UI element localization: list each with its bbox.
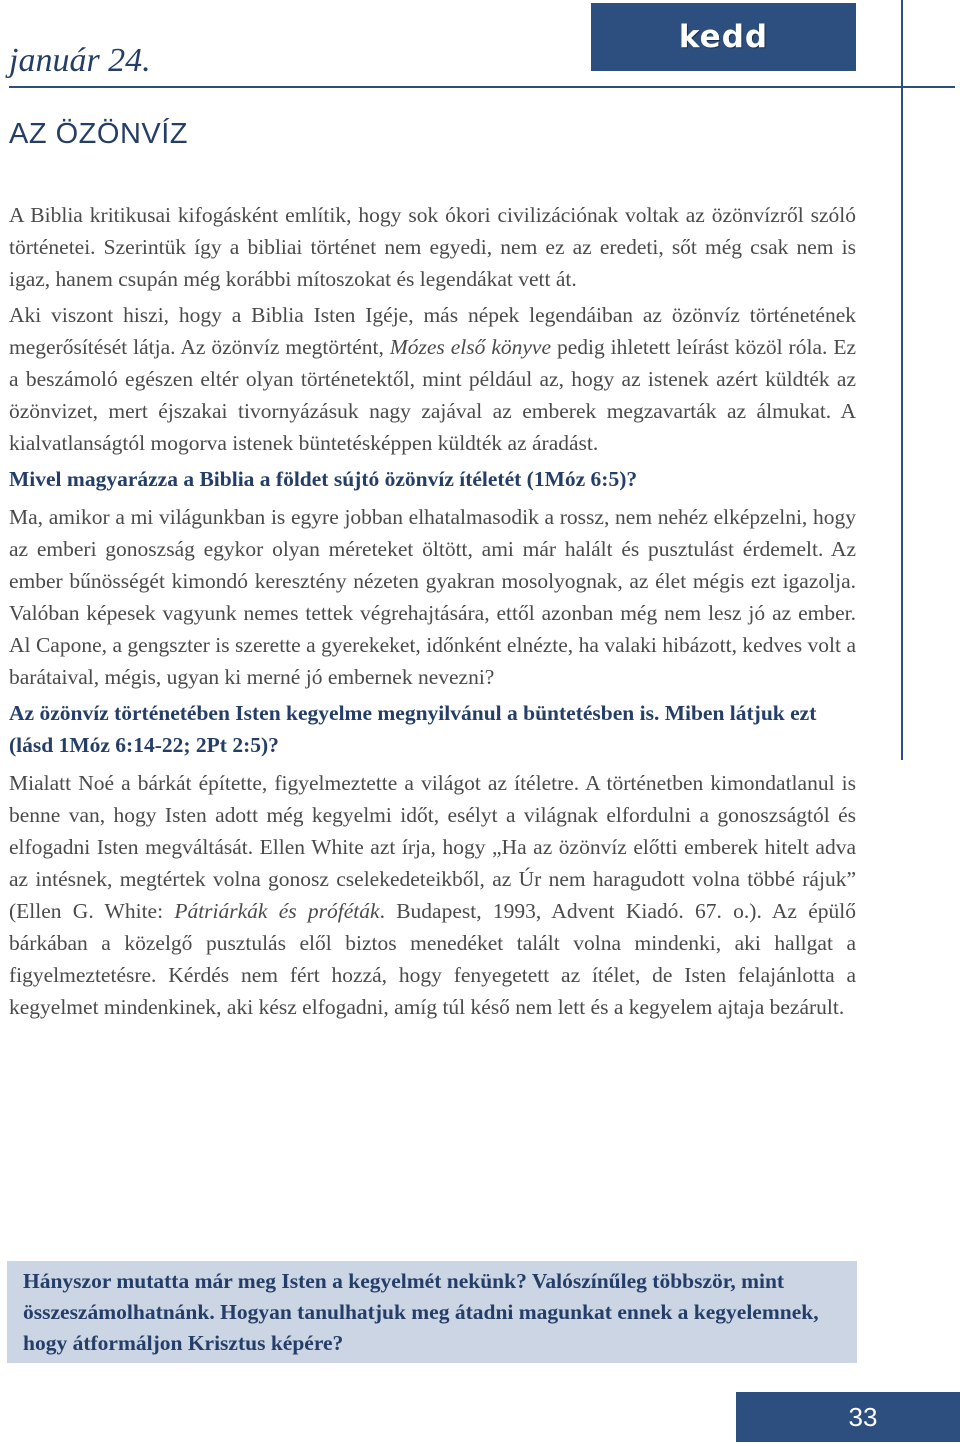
book-title-genesis: Mózes első könyve (389, 335, 551, 359)
study-question-1: Mivel magyarázza a Biblia a földet sújtó özönvíz ítéletét (1Móz 6:5)? (9, 467, 638, 491)
margin-rule (901, 0, 903, 760)
header-divider (9, 86, 955, 88)
paragraph-belief (9, 299, 856, 459)
paragraph-grace (9, 767, 856, 1023)
page-number: 33 (848, 1401, 878, 1432)
paragraph-belief-part1: Aki viszont hiszi, hogy a Biblia Isten Igéje, más népek legendáiban az özönvíz történetének megerősítését látja. Az özönvíz megtörtént, (9, 303, 856, 359)
paragraph-belief-part2: pedig ihletett leírást közöl róla. Ez a beszámoló egészen eltér olyan történetektől, mint például az, hogy az istenek azért küldték az özönvizet, mert éjszakai tivornyázásuk nagy zajával az emberek megzavarták az álmukat. A kialvatlanságtól mogorva istenek büntetésképpen küldték az áradást. (9, 335, 856, 455)
book-title-patriarchs: Pátriárkák és próféták (174, 899, 380, 923)
paragraph-grace-part2: . Budapest, 1993, Advent Kiadó. 67. o.). Az épülő bárkában a közelgő pusztulás elől biztos menedéket talált volna mindenki, aki hallgat a figyelmeztetésre. Kérdés nem fért hozzá, hogy fenyegetett az ítélet, de Isten felajánlotta a kegyelmet mindenkinek, aki kész elfogadni, amíg túl késő nem lett és a kegyelem ajtaja bezárult. (9, 899, 856, 1019)
day-badge (591, 3, 856, 71)
page-number-badge (736, 1392, 960, 1442)
article-body (9, 199, 856, 1027)
paragraph-sin: Ma, amikor a mi világunkban is egyre jobban elhatalmasodik a rossz, nem nehéz elképzelni, hogy az emberi gonoszság egykor olyan méreteket öltött, ami már halált és pusztulást érdemelt. Az ember bűnösségét kimondó keresztény nézeten gyakran mosolyognak, az élet mégis ezt igazolja. Valóban képesek vagyunk nemes tettek végrehajtására, ettől azonban még nem lesz jó az ember. Al Capone, a gengszter is szerette a gyerekeket, időnként elnézte, ha valaki hibázott, kedves volt a barátaival, mégis, ugyan ki merné jó embernek nevezni? (9, 505, 856, 689)
paragraph-grace-part1: Mialatt Noé a bárkát építette, figyelmeztette a világot az ítéletre. A történetben kimondatlanul is benne van, hogy Isten adott még kegyelmi időt, esélyt a világnak elfordulni a gonoszságtól és elfogadni Isten megváltását. Ellen White azt írja, hogy „Ha az özönvíz előtti emberek hitelt adva az intésnek, megtértek volna gonosz cselekedeteikből, az Úr nem haragudott volna többé rájuk” (Ellen G. White: (9, 771, 856, 923)
day-label: kedd (678, 19, 769, 55)
study-question-2: Az özönvíz történetében Isten kegyelme megnyilvánul a büntetésben is. Miben látjuk ezt (lásd 1Móz 6:14-22; 2Pt 2:5)? (9, 701, 817, 757)
page-title: AZ ÖZÖNVÍZ (9, 118, 188, 150)
date-heading: január 24. (9, 42, 151, 79)
paragraph-intro: A Biblia kritikusai kifogásként említik, hogy sok ókori civilizációnak voltak az özönvízről szóló történetei. Szerintük így a bibliai történet nem egyedi, nem ez az eredeti, sőt még csak nem is igaz, hanem csupán még korábbi mítoszokat és legendákat vett át. (9, 203, 856, 291)
reflection-callout: Hányszor mutatta már meg Isten a kegyelmét nekünk? Valószínűleg többször, mint összeszámolhatnánk. Hogyan tanulhatjuk meg átadni magunkat ennek a kegyelemnek, hogy átformáljon Krisztus képére? (7, 1261, 857, 1363)
